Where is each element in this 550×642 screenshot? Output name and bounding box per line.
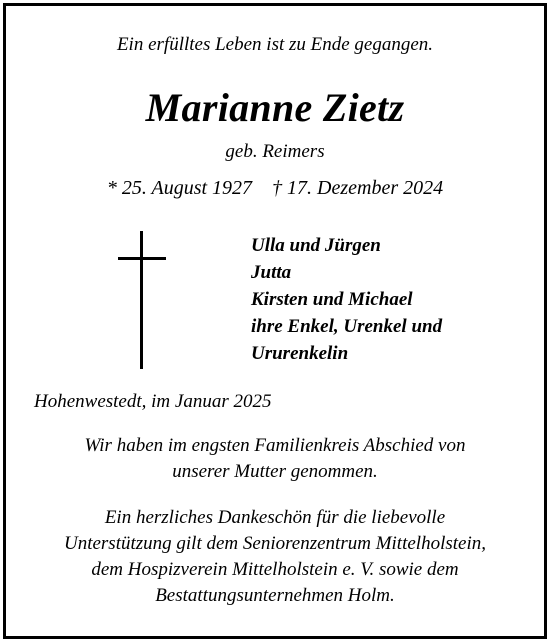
mourner-line: Jutta <box>251 262 292 283</box>
birth-date: * 25. August 1927 <box>106 177 253 199</box>
deceased-name: Marianne Zietz <box>145 85 405 130</box>
mourner-line: Kirsten und Michael <box>251 289 413 310</box>
birth-name: geb. Reimers <box>225 141 325 162</box>
death-date: † 17. Dezember 2024 <box>272 177 444 199</box>
thanks-line: dem Hospizverein Mittelholstein e. V. sowie dem <box>91 559 459 580</box>
farewell-paragraph <box>6 433 544 485</box>
intro-text: Ein erfülltes Leben ist zu Ende gegangen. <box>116 34 434 55</box>
farewell-line: unserer Mutter genommen. <box>172 461 378 482</box>
mourner-line: Ulla und Jürgen <box>251 235 381 256</box>
mourner-line: Ururenkelin <box>251 343 349 364</box>
thanks-line: Bestattungsunternehmen Holm. <box>155 585 395 606</box>
thanks-paragraph <box>6 505 544 609</box>
thanks-line: Ein herzliches Dankeschön für die liebevolle <box>104 507 446 528</box>
mourners-list <box>251 232 442 367</box>
cross-icon <box>118 231 166 369</box>
mourner-line: ihre Enkel, Urenkel und <box>251 316 443 337</box>
thanks-line: Unterstützung gilt dem Seniorenzentrum Mittelholstein, <box>63 533 486 554</box>
life-dates <box>6 177 544 200</box>
obituary-notice <box>3 3 547 639</box>
farewell-line: Wir haben im engsten Familienkreis Abschied von <box>84 435 466 456</box>
place-and-date: Hohenwestedt, im Januar 2025 <box>34 391 272 412</box>
